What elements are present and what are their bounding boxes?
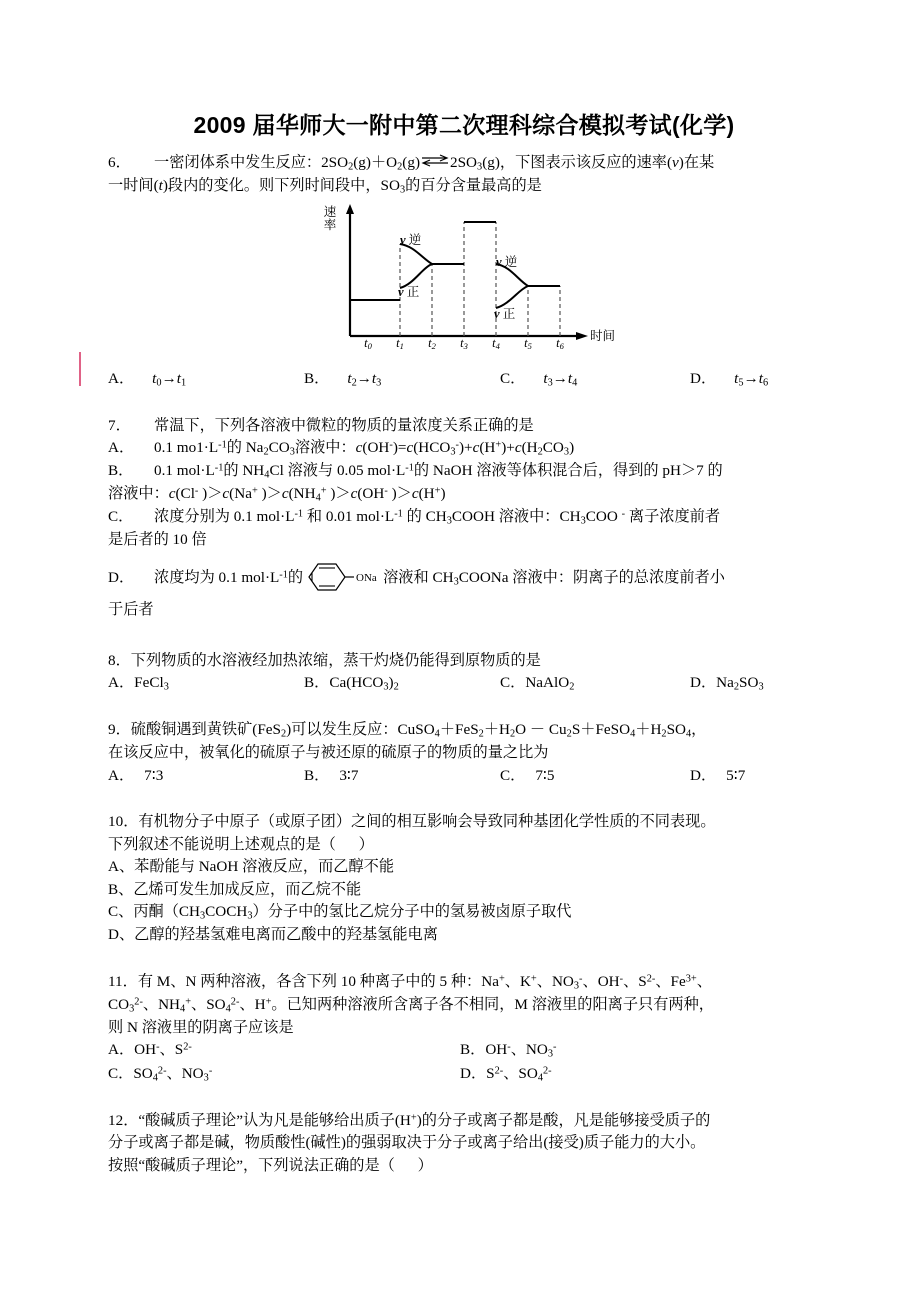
question-7-number: 7． — [108, 416, 131, 434]
chart-tick-t1: $t_1$ — [396, 335, 404, 351]
question-12-number: 12． — [108, 1111, 139, 1129]
question-6-option-b[interactable]: B． $t_2\to t_3$ — [304, 369, 382, 389]
question-11 — [108, 971, 820, 1086]
chart-label-reverse-2: v 逆 — [496, 254, 518, 269]
chart-tick-t4: $t_4$ — [492, 335, 500, 351]
question-10 — [108, 811, 820, 946]
question-11-options-row-1 — [108, 1039, 820, 1062]
question-6-option-a[interactable]: A． $t_0\to t_1$ — [108, 369, 187, 389]
question-11-option-b[interactable]: B．OH-、$NO_3^-$ — [460, 1041, 557, 1061]
chart-label-forward-1: v 正 — [398, 284, 420, 299]
page-title: 2009 届华师大一附中第二次理科综合模拟考试(化学) — [193, 112, 735, 138]
question-6-figure — [108, 202, 820, 364]
question-7-option-d-line2: 于后者 — [108, 600, 154, 618]
question-6 — [108, 152, 820, 391]
chart-x-axis-label: 时间 — [590, 328, 616, 343]
question-7-option-b-line2: 溶液中：c(Cl- )＞c(Na+ )$>c(NH_4^+$ )＞c(OH- )＞c(H+) — [108, 485, 446, 504]
question-8-option-a[interactable]: A．FeCl$_3$ — [108, 674, 169, 693]
question-7-option-c-line1[interactable]: C． 浓度分别为 0.1 $mol\cdot L^{-1}$ 和 0.01 $mol\cdot L^{-1}$ 的 $CH_3COOH$ 溶液中：$CH_3COO$ - 离子浓度前者 — [108, 508, 720, 527]
question-6-number: 6． — [108, 153, 131, 171]
question-8-stem: 8．下列物质的水溶液经加热浓缩，蒸干灼烧仍能得到原物质的是 — [108, 651, 541, 669]
question-8-option-c[interactable]: C．NaAlO$_2$ — [500, 674, 575, 693]
question-9-option-c[interactable]: C． 7∶5 — [500, 766, 555, 784]
question-8-option-d[interactable]: D．$Na_2SO_3$ — [690, 674, 764, 693]
rate-time-chart — [322, 202, 682, 364]
question-6-stem-line-2: 一时间(t)段内的变化。则下列时间段中，$SO_3$的百分含量最高的是 — [108, 176, 542, 196]
question-8-option-b[interactable]: B．$Ca(HCO_3)_2$ — [304, 674, 399, 693]
question-10-option-d[interactable]: D、乙醇的羟基氢难电离而乙酸中的羟基氢能电离 — [108, 926, 438, 944]
question-9-stem-line-2: 在该反应中，被氧化的硫原子与被还原的硫原子的物质的量之比为 — [108, 744, 549, 762]
question-9 — [108, 719, 820, 787]
question-7-option-a[interactable]: A． 0.1 $mo1\cdot L^{-1}$的 $Na_2CO_3$溶液中：$c(OH^-)=c(HCO_3^-)+c(H^+)+c(H_2CO_3)$ — [108, 439, 575, 458]
chart-tick-t2: $t_2$ — [428, 335, 436, 351]
question-12-stem-line-1: 12．“酸碱质子理论”认为凡是能够给出质子(H+)的分子或离子都是酸，凡是能够接受质子的 — [108, 1111, 711, 1129]
chart-tick-t5: $t_5$ — [524, 335, 532, 351]
chart-tick-t0: $t_0$ — [364, 335, 372, 351]
chart-label-reverse-1: v 逆 — [400, 232, 422, 247]
equilibrium-arrow-icon — [420, 152, 450, 175]
question-7 — [108, 415, 820, 626]
document-content — [108, 112, 820, 1183]
question-9-stem-line-1: 9．硫酸铜遇到黄铁矿(FeS$_2$)可以发生反应：$CuSO_4+FeS_2+H_2O$ － $Cu_2S+FeSO_4+H_2SO_4$， — [108, 721, 707, 740]
question-6-option-d[interactable]: D． $t_5\to t_6$ — [690, 369, 769, 389]
question-11-option-a[interactable]: A．OH-、$S^{2-}$ — [108, 1041, 192, 1059]
question-11-stem-line-2: $CO_3^{2-}$、$NH_4^+$、$SO_4^{2-}$、H+。已知两种溶液所含离子各不相同，M 溶液里的阳离子只有两种， — [108, 995, 714, 1015]
question-7-option-d-line1[interactable]: D． 浓度均为 0.1 $mol\cdot L^{-1}$的 ONa 溶液和 $CH_3COONa$ 溶液中：阴离子的总浓度前者小 — [108, 560, 820, 594]
question-11-option-d[interactable]: D．$S^{2-}$、$SO_4^{2-}$ — [460, 1064, 552, 1084]
question-7-option-c-line2: 是后者的 10 倍 — [108, 531, 207, 549]
question-7-stem: 7． 常温下，下列各溶液中微粒的物质的量浓度关系正确的是 — [108, 415, 820, 438]
question-6-options — [108, 368, 820, 391]
question-6-stem-line-1: 6． 一密闭体系中发生反应：$2SO_2(g)+O_2(g)$ $2SO_3(g)$，下图表示该反应的速率(v)在某 — [108, 152, 820, 175]
question-10-option-a[interactable]: A、苯酚能与 NaOH 溶液反应，而乙醇不能 — [108, 858, 395, 876]
chart-y-axis-label: 速率 — [323, 204, 337, 232]
question-9-option-b[interactable]: B． 3∶7 — [304, 766, 359, 784]
question-12 — [108, 1110, 820, 1178]
question-11-number: 11． — [108, 972, 138, 990]
question-10-option-b[interactable]: B、乙烯可发生加成反应，而乙烷不能 — [108, 880, 362, 898]
question-12-stem-line-3: 按照“酸碱质子理论”，下列说法正确的是（ ） — [108, 1156, 433, 1174]
question-7-option-b-line1[interactable]: B． 0.1 $mol\cdot L^{-1}$的 $NH_4Cl$ 溶液与 0.05 $mol\cdot L^{-1}$的 NaOH 溶液等体积混合后，得到的 pH＞7 的 — [108, 462, 723, 481]
question-10-stem-line-1: 10．有机物分子中原子（或原子团）之间的相互影响会导致同种基团化学性质的不同表现。 — [108, 813, 716, 831]
question-10-stem-line-2: 下列叙述不能说明上述观点的是（ ） — [108, 835, 374, 853]
question-8 — [108, 650, 820, 696]
question-8-options — [108, 672, 820, 695]
chart-label-forward-2: v 正 — [494, 306, 516, 321]
question-11-option-c[interactable]: C．$SO_4^{2-}$、$NO_3^-$ — [108, 1064, 213, 1084]
chart-tick-t3: $t_3$ — [460, 335, 468, 351]
question-9-options — [108, 765, 820, 788]
chart-x-tick-labels — [322, 336, 682, 356]
question-9-option-d[interactable]: D． 5∶7 — [690, 766, 746, 784]
question-11-stem-line-3: 则 N 溶液里的阴离子应该是 — [108, 1018, 294, 1036]
question-11-options-row-2 — [108, 1063, 820, 1086]
revision-change-bar — [79, 352, 81, 386]
question-9-number: 9． — [108, 721, 131, 739]
phenolate-structure-icon — [304, 560, 382, 594]
question-10-number: 10． — [108, 813, 139, 831]
question-8-number: 8． — [108, 651, 131, 669]
svg-text:ONa: ONa — [356, 571, 377, 584]
question-12-stem-line-2: 分子或离子都是碱，物质酸性(碱性)的强弱取决于分子或离子给出(接受)质子能力的大小。 — [108, 1134, 706, 1152]
question-9-option-a[interactable]: A． 7∶3 — [108, 766, 164, 784]
question-10-option-c[interactable]: C、丙酮$(CH_3COCH_3)$分子中的氢比乙烷分子中的氢易被卤原子取代 — [108, 903, 572, 923]
chart-tick-t6: $t_6$ — [556, 335, 564, 351]
question-6-option-c[interactable]: C． $t_3\to t_4$ — [500, 369, 578, 389]
question-11-stem-line-1: 11．有 M、N 两种溶液，各含下列 10 种离子中的 5 种：Na+、K+、$NO_3^-$、OH-、$S^{2-}$、$Fe^{3+}$、 — [108, 972, 712, 992]
